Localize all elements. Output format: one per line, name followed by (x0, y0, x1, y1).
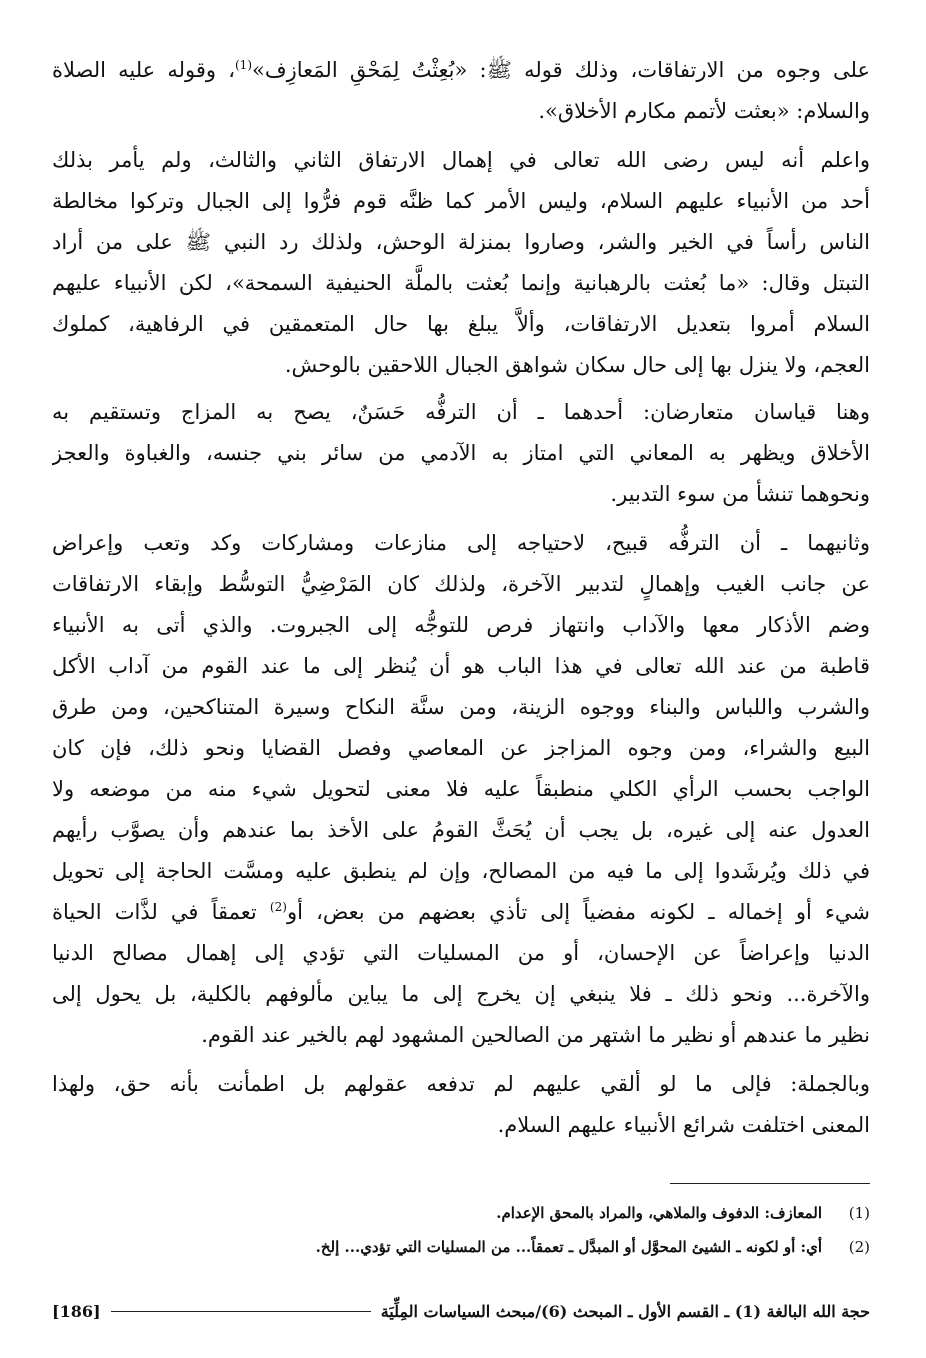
text-line: على وجوه من الارتفاقات، وذلك قوله ﷺ: «بُعِثْتُ لِمَحْقِ المَعازِف»$^{(1)}$، وقوله عليه الصلاة (52, 58, 870, 82)
text-line: المعنى اختلفت شرائع الأنبياء عليهم السلام. (497, 1113, 870, 1137)
paragraph-5 (52, 1064, 870, 1146)
text-line: في ذلك ويُرشَدوا إلى ما فيه من المصالح، وإن لم ينطبق عليه ومسَّت الحاجة إلى تحويل (52, 859, 870, 883)
text-line: الدنيا وإعراضاً عن الإحسان، أو من المسليات التي تؤدي إلى إهمال مصالح الدنيا (52, 941, 870, 965)
text-line: والسلام: «بعثت لأتمم مكارم الأخلاق». (538, 99, 870, 123)
text-line: التبتل وقال: «ما بُعثت بالرهبانية وإنما بُعثت بالملَّة الحنيفية السمحة»، لكن الأنبياء عليهم (52, 271, 870, 295)
footnote-1 (56, 1196, 870, 1230)
text-line: العدول عنه إلى غيره، بل يجب أن يُحَثَّ القومُ على الأخذ بما عندهم وأن يصوَّب رأيهم (52, 818, 870, 842)
footnotes (56, 1196, 870, 1264)
text-line: وبالجملة: فإلى ما لو ألقي عليهم لم تدفعه عقولهم بل اطمأنت بأنه حق، ولهذا (52, 1072, 870, 1096)
text-line: العجم، ولا ينزل بها إلى حال سكان شواهق الجبال اللاحقين بالوحش. (284, 353, 870, 377)
text-line: السلام أمروا بتعديل الارتفاقات، وألاَّ يبلغ بها حال المتعمقين في الرفاهية، كملوك (52, 312, 870, 336)
text-line: الواجب بحسب الرأي الكلي منطبقاً عليه فلا معنى لتحويل شيء منه من موضعه ولا (52, 777, 870, 801)
text-line: شيء أو إخماله ـ لكونه مفضياً إلى تأذي بعضهم من بعض، أو$^{(2)}$ تعمقاً في لذَّات الحياة (52, 900, 870, 924)
text-line: عن جانب الغيب وإهمالٍ لتدبير الآخرة، ولذلك كان المَرْضِيُّ التوسُّط وإبقاء الارتفاقات (52, 572, 870, 596)
footnote-ref-2: (2) (269, 900, 287, 914)
text-line: وضم الأذكار معها والآداب وانتهاز فرص للتوجُّه إلى الجبروت. والذي أتى به الأنبياء (52, 613, 870, 637)
text-line: واعلم أنه ليس رضى الله تعالى في إهمال الارتفاق الثاني والثالث، ولم يأمر بذلك (52, 148, 870, 172)
footnote-number: (1) (848, 1204, 870, 1222)
page-number: [186] (52, 1301, 101, 1321)
footer-title: حجة الله البالغة (1) ـ القسم الأول ـ المبحث (6)/مبحث السياسات المِلِّيَة (380, 1301, 870, 1321)
page-body (52, 50, 870, 1146)
text-line: أحد من الأنبياء عليهم السلام، وليس الأمر كما ظنَّه قوم فرُّوا إلى الجبال وتركوا مخالطة (52, 189, 870, 213)
footnote-2 (56, 1230, 870, 1264)
footnote-separator (670, 1183, 870, 1184)
paragraph-4 (52, 523, 870, 1056)
text-line: والآخرة... ونحو ذلك ـ فلا ينبغي إن يخرج إلى ما يباين مألوفهم بالكلية، بل يحول إلى (52, 982, 870, 1006)
footer-rule (111, 1311, 371, 1312)
text-line: الأخلاق ويظهر به المعاني التي امتاز به الآدمي من سائر بني جنسه، والغباوة والعجز (52, 441, 870, 465)
text-line: نظير ما عندهم أو نظير ما اشتهر من الصالحين المشهود لهم بالخير عند القوم. (201, 1023, 870, 1047)
paragraph-1 (52, 50, 870, 132)
text-line: الناس رأساً في الخير والشر، وصاروا بمنزلة الوحش، ولذلك رد النبي ﷺ على من أراد (52, 230, 870, 254)
text-line: البيع والشراء، ومن وجوه المزاجز عن المعاصي وفصل القضايا ونحو ذلك، فإن كان (52, 736, 870, 760)
paragraph-2 (52, 140, 870, 386)
text-line: وثانيهما ـ أن الترفُّه قبيح، لاحتياجه إلى منازعات ومشاركات وكد وتعب وإعراض (52, 531, 870, 555)
footnote-text: المعازف: الدفوف والملاهي، والمراد بالمحق الإعدام. (496, 1204, 822, 1222)
text-line: ونحوهما تنشأ من سوء التدبير. (610, 482, 870, 506)
running-footer (52, 1296, 870, 1326)
footnote-ref-1: (1) (234, 58, 252, 72)
footnote-number: (2) (848, 1238, 870, 1256)
paragraph-3 (52, 392, 870, 515)
text-line: وهنا قياسان متعارضان: أحدهما ـ أن الترفُّه حَسَنٌ، يصح به المزاج وتستقيم به (52, 400, 870, 424)
text-line: قاطبة من عند الله تعالى في هذا الباب هو أن يُنظر إلى ما عند القوم من آداب الأكل (52, 654, 870, 678)
footnote-text: أي: أو لكونه ـ الشيئ المحوَّل أو المبدَّل ـ تعمقاً... من المسليات التي تؤدي... إلخ. (315, 1238, 822, 1256)
text-line: والشرب واللباس والبناء ووجوه الزينة، ومن سنَّة النكاح وسيرة المتناكحين، ومن طرق (52, 695, 870, 719)
